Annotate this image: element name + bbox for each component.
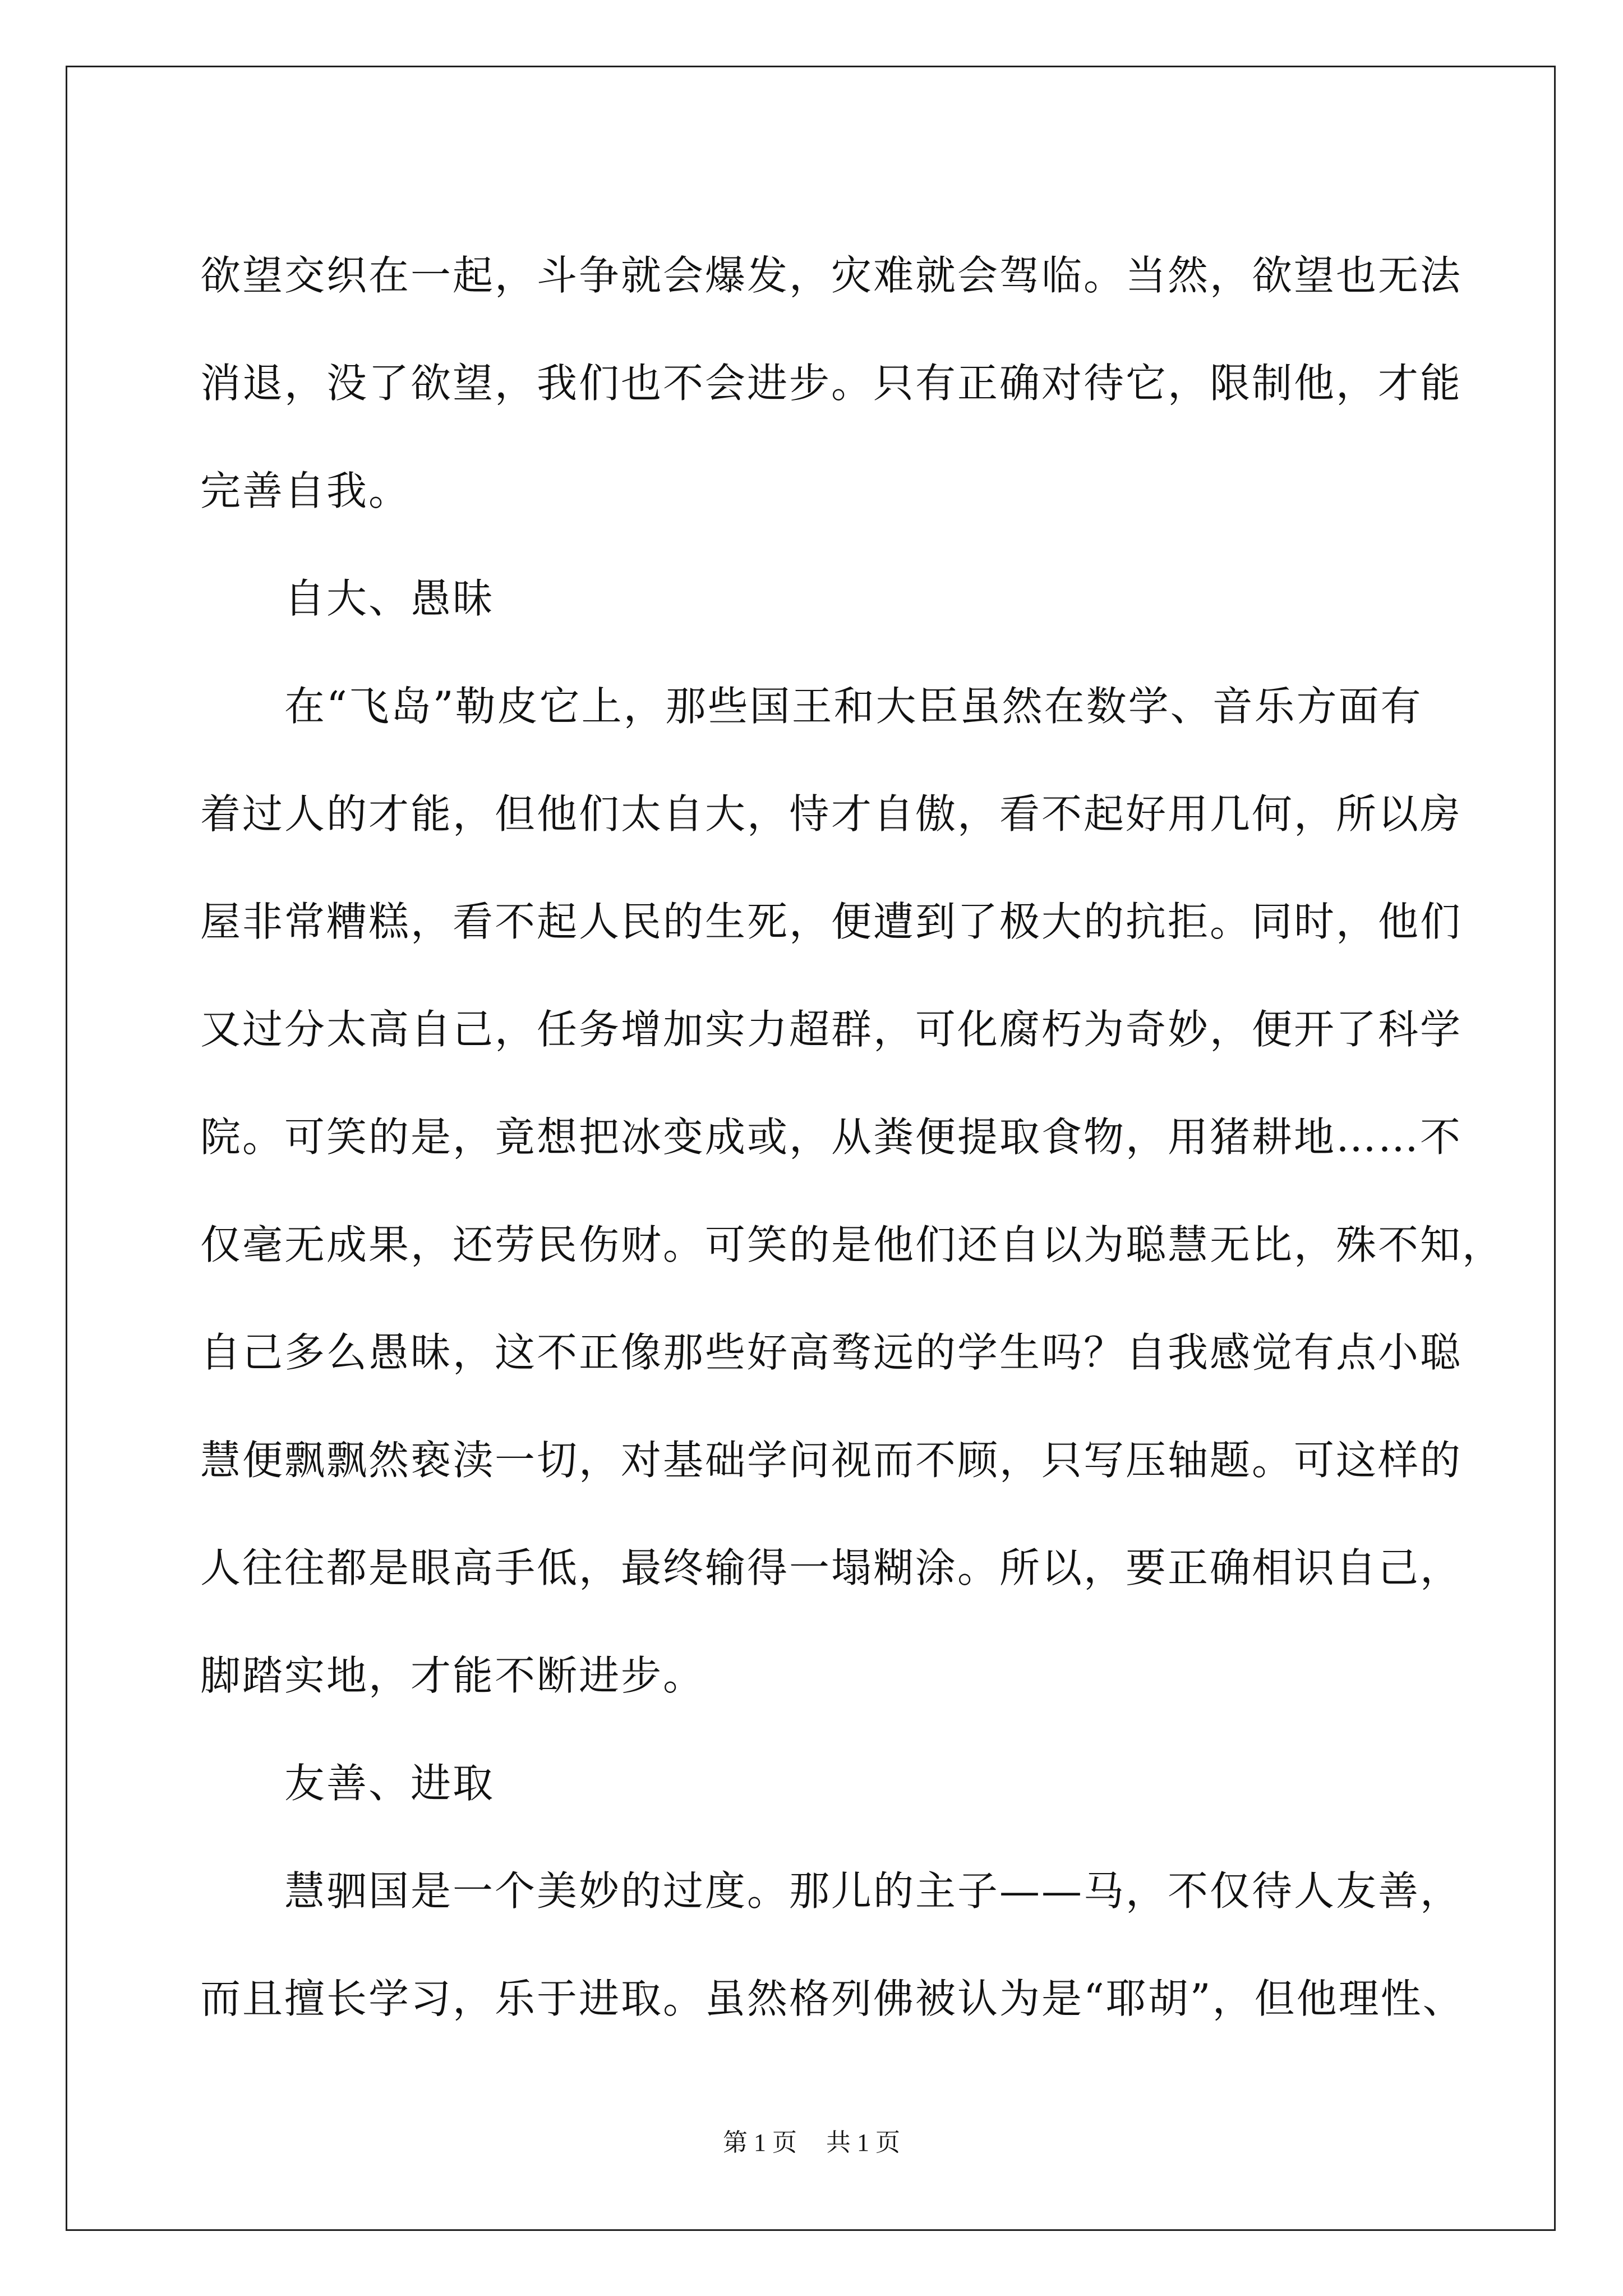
text-line: 消退，没了欲望，我们也不会进步。只有正确对待它，限制他，才能 — [200, 360, 1463, 407]
paragraph-start: 在“飞岛”勒皮它上，那些国王和大臣虽然在数学、音乐方面有 — [284, 683, 1423, 730]
text-line: 仅毫无成果，还劳民伤财。可笑的是他们还自以为聪慧无比，殊不知， — [200, 1221, 1505, 1268]
text-line: 院。可笑的是，竟想把冰变成或，从粪便提取食物，用猪耕地……不 — [200, 1114, 1463, 1161]
page-total: 共 1 页 — [826, 2129, 900, 2156]
text-line: 着过人的才能，但他们太自大，恃才自傲，看不起好用几何，所以房 — [200, 790, 1463, 838]
text-line: 慧便飘飘然亵渎一切，对基础学问视而不顾，只写压轴题。可这样的 — [200, 1437, 1463, 1484]
text-line: 而且擅长学习，乐于进取。虽然格列佛被认为是“耶胡”，但他理性、 — [200, 1975, 1465, 2022]
section-heading: 自大、愚昧 — [284, 575, 495, 622]
text-line: 屋非常糟糕，看不起人民的生死，便遭到了极大的抗拒。同时，他们 — [200, 898, 1463, 945]
text-line: 人往往都是眼高手低，最终输得一塌糊涂。所以，要正确相识自己， — [200, 1544, 1463, 1591]
text-line: 自己多么愚昧，这不正像那些好高骛远的学生吗？自我感觉有点小聪 — [200, 1329, 1463, 1376]
text-line: 脚踏实地，才能不断进步。 — [200, 1652, 706, 1699]
text-line: 完善自我。 — [200, 467, 411, 514]
document-body — [200, 222, 1505, 2053]
paragraph-start: 慧驷国是一个美妙的过度。那儿的主子——马，不仅待人友善， — [284, 1867, 1463, 1915]
section-heading: 友善、进取 — [284, 1760, 495, 1807]
text-line: 又过分太高自己，任务增加实力超群，可化腐朽为奇妙，便开了科学 — [200, 1006, 1463, 1053]
page-footer — [0, 2126, 1623, 2160]
text-line: 欲望交织在一起，斗争就会爆发，灾难就会驾临。当然，欲望也无法 — [200, 252, 1463, 299]
page-number: 第 1 页 — [723, 2129, 797, 2156]
